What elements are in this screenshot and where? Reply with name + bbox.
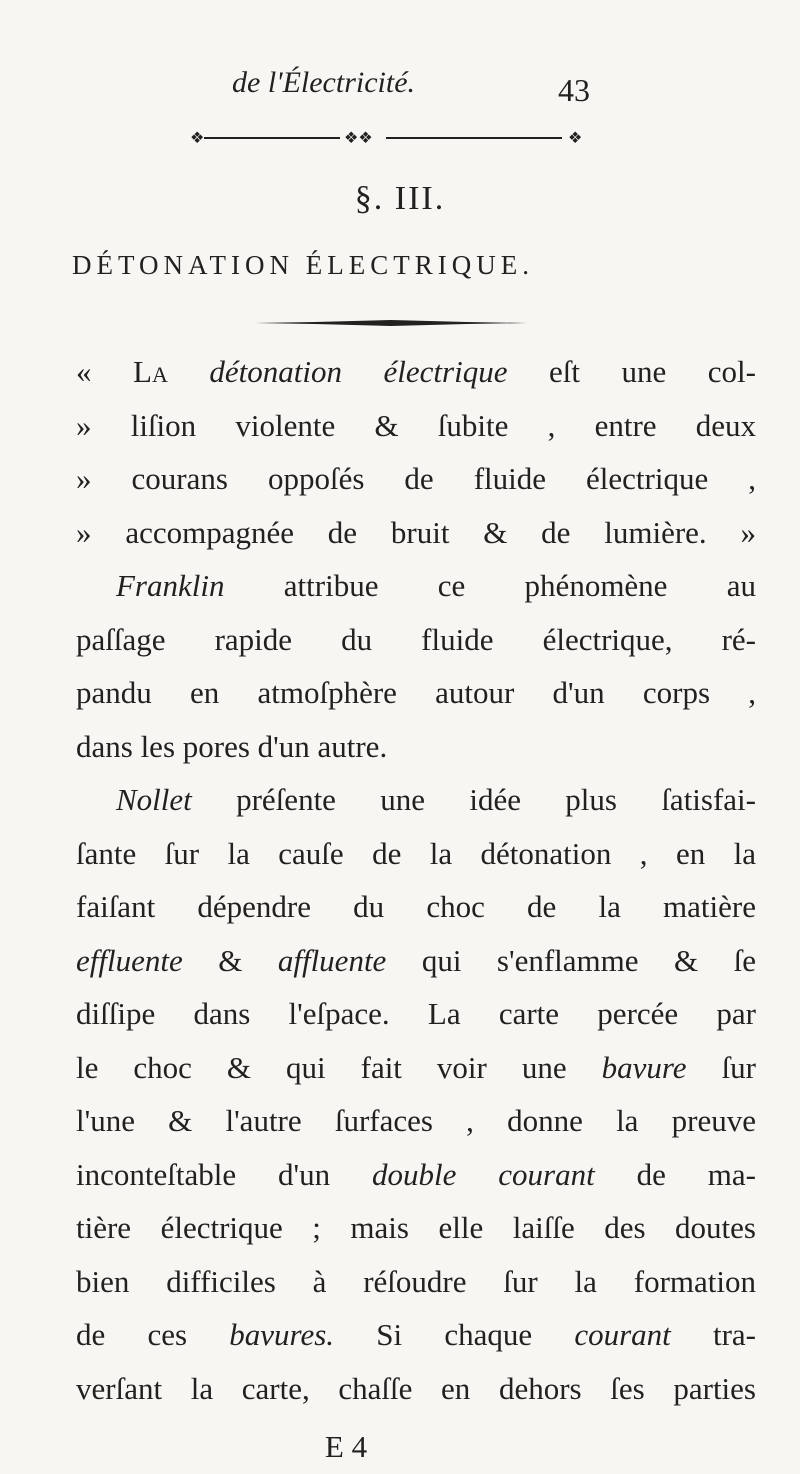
section-number: §. III.	[354, 180, 446, 217]
text-span: &	[182, 942, 278, 978]
text-span: » courans oppoſés de fluide électrique ,	[76, 461, 756, 496]
italic-text: bavures.	[229, 1317, 335, 1352]
text-line	[76, 827, 756, 881]
text-line	[76, 666, 756, 720]
text-span: eſt une col-	[507, 354, 756, 389]
text-span: préſente une idée plus ſatisfai-	[191, 782, 756, 817]
text-span: » liſion violente & ſubite , entre deux	[76, 407, 756, 443]
italic-text: Nollet	[116, 782, 192, 817]
text-line	[76, 987, 756, 1041]
running-title: de l'Électricité.	[232, 66, 416, 99]
text-span: de ces	[76, 1317, 230, 1352]
svg-text:❖: ❖	[190, 130, 205, 146]
text-line	[76, 345, 756, 399]
text-span: bien difficiles à réſoudre ſur la formation	[76, 1263, 756, 1299]
italic-text: détonation électrique	[209, 354, 508, 389]
text-span: » accompagnée de bruit & de lumière. »	[76, 514, 756, 550]
text-span: le choc & qui fait voir une	[76, 1049, 602, 1085]
text-span: ſur	[686, 1049, 756, 1085]
page-number: 43	[558, 72, 590, 108]
text-span: attribue ce phénomène au	[224, 568, 756, 603]
text-span: dans les pores d'un autre.	[76, 728, 388, 764]
svg-text:❖❖: ❖❖	[344, 130, 373, 146]
text-line	[76, 1201, 756, 1255]
svg-text:❖: ❖	[568, 130, 583, 146]
text-line	[76, 1308, 756, 1362]
text-line	[76, 1041, 756, 1095]
text-span: inconteſtable d'un	[76, 1156, 372, 1192]
running-head	[0, 60, 800, 110]
ornamental-rule	[190, 130, 588, 146]
text-line	[76, 773, 756, 827]
text-span: de ma-	[594, 1156, 756, 1192]
text-line	[76, 559, 756, 613]
italic-text: bavure	[601, 1049, 687, 1085]
text-line	[76, 1362, 756, 1416]
text-span: paſſage rapide du fluide électrique, ré-	[76, 621, 756, 657]
text-line	[76, 399, 756, 453]
text-span: faiſant dépendre du choc de la matière	[76, 889, 756, 924]
text-line	[76, 880, 756, 934]
italic-text: courant	[574, 1317, 671, 1352]
text-span: diſſipe dans l'eſpace. La carte percée par	[76, 996, 756, 1031]
text-span: l'une & l'autre ſurfaces , donne la preuve	[76, 1103, 756, 1138]
text-line	[76, 1255, 756, 1309]
italic-text: Franklin	[116, 568, 225, 603]
italic-text: affluente	[277, 942, 387, 978]
section-title: DÉTONATION ÉLECTRIQUE.	[72, 250, 534, 280]
text-span: ſante ſur la cauſe de la détonation , en la	[76, 835, 756, 871]
title-rule	[255, 320, 527, 326]
text-line	[76, 613, 756, 667]
text-line	[76, 452, 756, 506]
text-span: tra-	[670, 1317, 756, 1352]
text-span: tière électrique ; mais elle laiſſe des doutes	[76, 1210, 756, 1245]
text-line	[76, 1148, 756, 1202]
text-span: verſant la carte, chaſſe en dehors ſes parties	[76, 1370, 756, 1406]
text-span: qui s'enflamme & ſe	[386, 942, 756, 978]
text-line	[76, 720, 756, 774]
text-span: « La	[76, 354, 210, 389]
italic-text: double courant	[372, 1156, 595, 1192]
text-line	[76, 506, 756, 560]
signature-mark: E 4	[324, 1429, 368, 1464]
body-text	[76, 345, 756, 1415]
text-line	[76, 1094, 756, 1148]
text-span: Si chaque	[334, 1317, 575, 1352]
text-span: pandu en atmoſphère autour d'un corps ,	[76, 675, 756, 710]
text-line	[76, 934, 756, 988]
italic-text: effluente	[76, 942, 183, 978]
